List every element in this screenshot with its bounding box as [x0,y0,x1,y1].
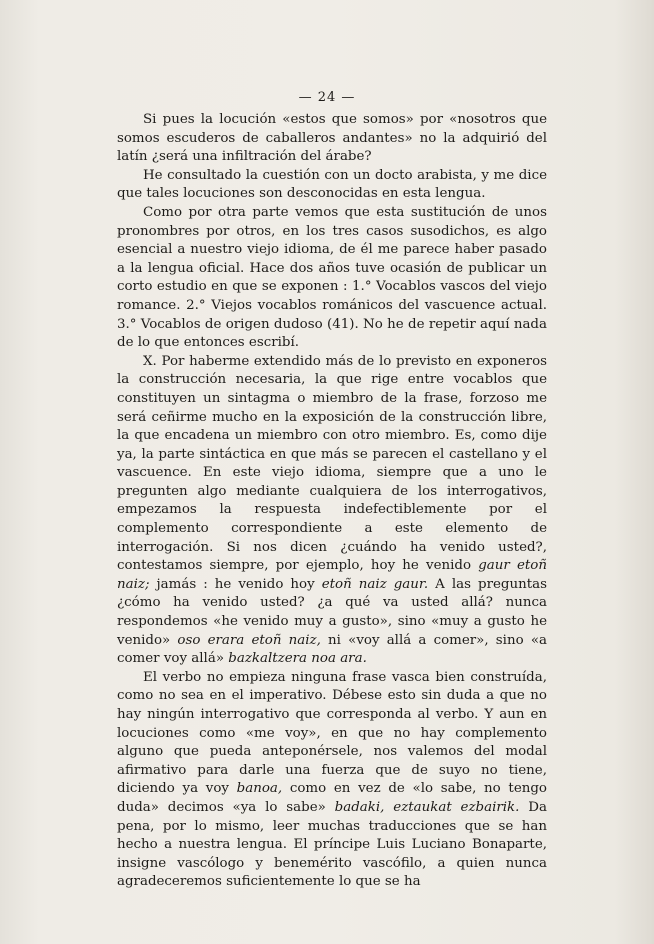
basque-example: gaur etoñ naiz; [117,558,547,592]
body-text [117,111,547,892]
basque-example: badaki, eztaukat ezbairik. [334,799,520,815]
basque-example: banoa, [236,781,283,797]
paragraph-2: He consultado la cuestión con un docto arabista, y me dice que tales locuciones son desconocidas en esta lengua. [117,167,547,202]
paragraph-3: Como por otra parte vemos que esta sustitución de unos pronombres por otros, en los tres casos susodichos, es algo esencial a nuestro viejo idioma, de él me parece haber pasado a la lengua oficial. Hace dos años tuve ocasión de publicar un corto estudio en que se exponen : 1.° Vocablos vascos del viejo romance. 2.° Viejos vocablos románicos del vascuence actual. 3.° Vocablos de origen dudoso (41). No he de repetir aquí nada de lo que entonces escribí. [117,204,547,351]
paragraph-5: El verbo no empieza ninguna frase vasca bien construída, como no sea en el imperativo. Débese esto sin duda a que no hay ningún interrogativo que corresponda al verbo. Y aun en locuciones como «me voy», en que no hay complemento alguno que pueda anteponérsele, nos valemos del modal afirmativo para darle una fuerza que de suyo no tiene, diciendo ya voy banoa, como en vez de «lo sabe, no tengo duda» decimos «ya lo sabe» badaki, eztaukat ezbairik. Da pena, por lo mismo, leer muchas traducciones que se han hecho a nuestra lengua. El príncipe Luis Luciano Bonaparte, insigne vascólogo y benemérito vascófilo, a quien nunca agradeceremos suficientemente lo que se ha [117,669,547,890]
basque-example: oso erara etoñ naiz, [177,632,321,648]
basque-example: etoñ naiz gaur. [321,576,429,592]
page-number: — 24 — [298,90,356,105]
paragraph-1: Si pues la locución «estos que somos» por «nosotros que somos escuderos de caballeros andantes» no la adquirió del latín ¿será una infiltración del árabe? [117,112,547,165]
basque-example: bazkaltzera noa ara. [228,651,367,667]
paragraph-4: X. Por haberme extendido más de lo previsto en exponeros la construcción necesaria, la que rige entre vocablos que constituyen un sintagma o miembro de la frase, forzoso me será ceñirme mucho en la exposición de la construcción libre, la que encadena un miembro con otro miembro. Es, como dije ya, la parte sintáctica en que más se parecen el castellano y el vascuence. En este viejo idioma, siempre que a uno le pregunten algo mediante cualquiera de los interrogativos, empezamos la respuesta indefectiblemente por el complemento correspondiente a este elemento de interrogación. Si nos dicen ¿cuándo ha venido usted?, contestamos siempre, por ejemplo, hoy he venido gaur etoñ naiz; jamás : he venido hoy etoñ naiz gaur. A las preguntas ¿cómo ha venido usted? ¿a qué va usted allá? nunca respondemos «he venido muy a gusto», sino «muy a gusto he venido» oso erara etoñ naiz, ni «voy allá a comer», sino «a comer voy allá» bazkaltzera noa ara. [117,353,548,667]
